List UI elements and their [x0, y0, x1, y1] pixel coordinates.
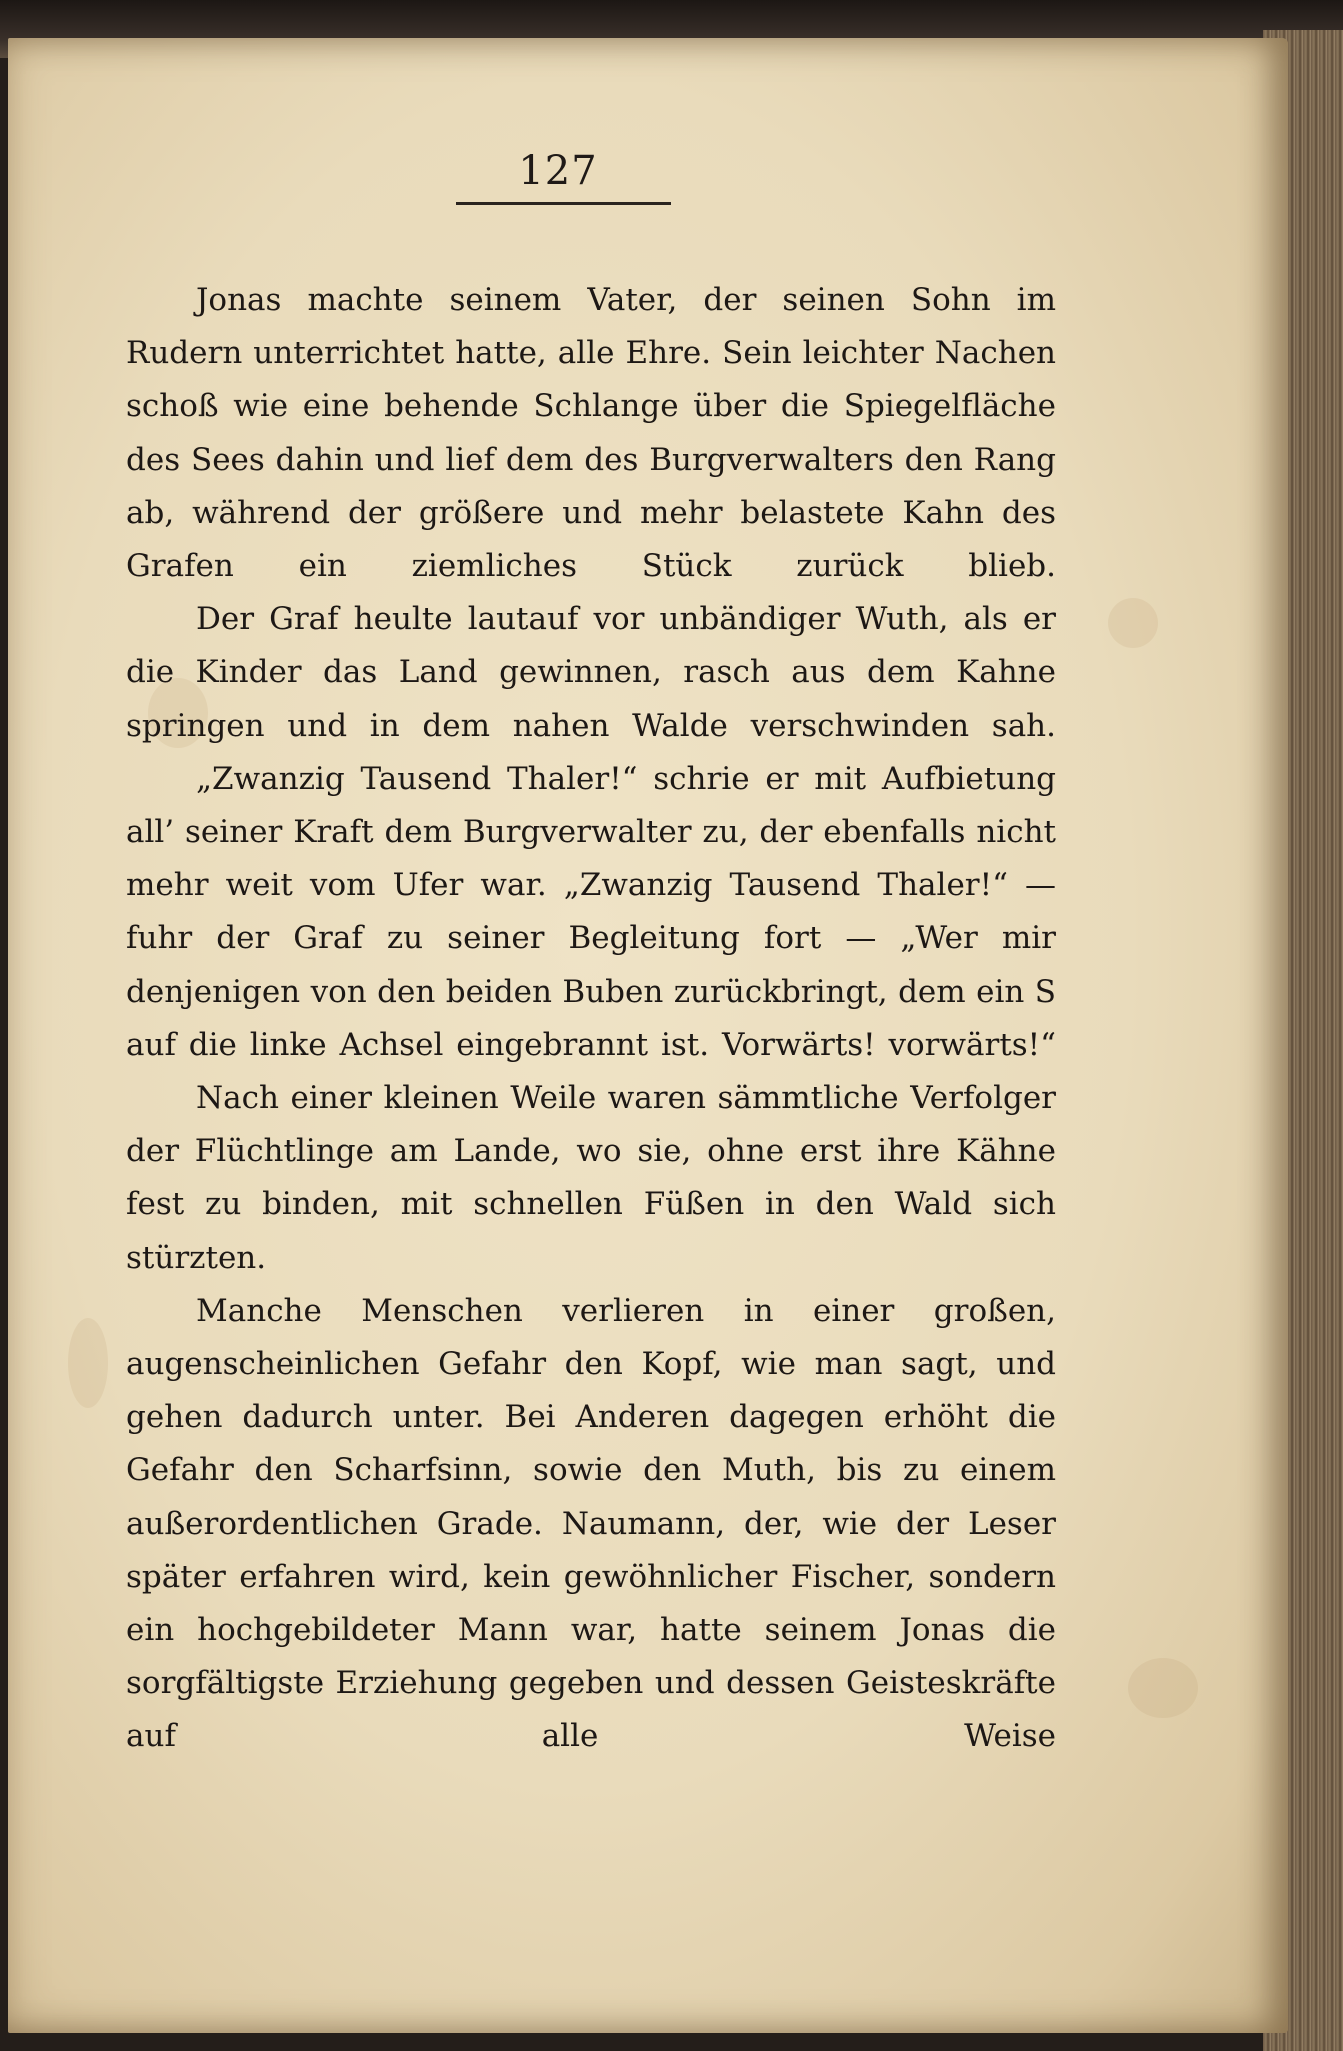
header-rule — [456, 202, 671, 205]
paper-stain — [1128, 1658, 1198, 1718]
paper-stain — [1108, 598, 1158, 648]
paragraph-5: Manche Menschen verlieren in einer großen, augenscheinlichen Gefahr den Kopf, wie man sagt, und gehen dadurch unter. Bei Anderen dagegen erhöht die Gefahr den Scharfsinn, sowie den Muth, bis zu einem außerordentlichen Grade. Naumann, der, wie der Leser später erfahren wird, kein gewöhnlicher Fischer, sondern ein hochgebildeter Mann war, hatte seinem Jonas die sorgfältigste Erziehung gegeben und dessen Geisteskräfte auf alle Weise — [126, 1292, 1056, 1755]
paragraph-3: „Zwanzig Tausend Thaler!“ schrie er mit Aufbietung all’ seiner Kraft dem Burgverwalter zu, der ebenfalls nicht mehr weit vom Ufer war. „Zwanzig Tausend Thaler!“ — fuhr der Graf zu seiner Begleitung fort — „Wer mir denjenigen von den beiden Buben zurückbringt, dem ein S auf die linke Achsel eingebrannt ist. Vorwärts! vorwärts!“ — [126, 760, 1056, 1063]
paper-stain — [68, 1318, 108, 1408]
page-number: 127 — [518, 148, 598, 194]
paragraph-2: Der Graf heulte lautauf vor unbändiger Wuth, als er die Kinder das Land gewinnen, rasch aus dem Kahne springen und in dem nahen Walde verschwinden sah. — [126, 601, 1056, 744]
paragraph-4: Nach einer kleinen Weile waren sämmtliche Verfolger der Flüchtlinge am Lande, wo sie, ohne erst ihre Kähne fest zu binden, mit schnellen Füßen in den Wald sich stürzten. — [126, 1080, 1056, 1276]
paragraph-1: Jonas machte seinem Vater, der seinen Sohn im Rudern unterrichtet hatte, alle Ehre. Sein leichter Nachen schoß wie eine behende Schlange über die Spiegelfläche des Sees dahin und lief dem des Burgverwalters den Rang ab, während der größere und mehr belastete Kahn des Grafen ein ziemliches Stück zurück blieb. — [126, 282, 1056, 585]
body-text — [126, 274, 1056, 1764]
book-page — [8, 38, 1288, 2033]
